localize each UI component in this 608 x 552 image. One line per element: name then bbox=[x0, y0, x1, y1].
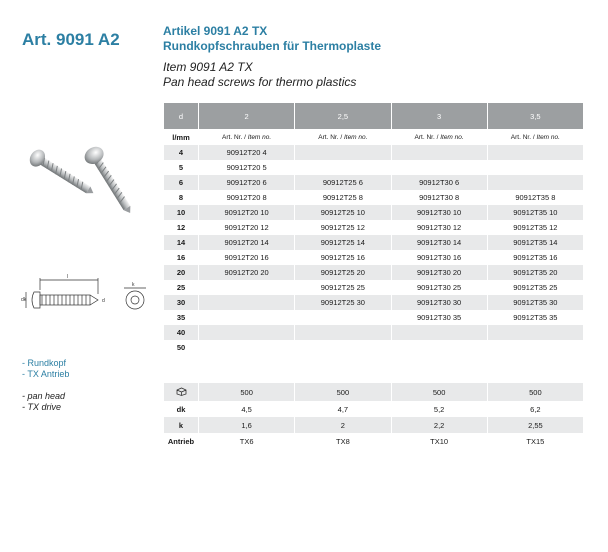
artnr-cell bbox=[391, 340, 487, 355]
artnr-cell bbox=[295, 310, 391, 325]
legend-en-0: - pan head bbox=[22, 391, 66, 401]
artnr-cell: 90912T30 35 bbox=[391, 310, 487, 325]
artnr-cell: 90912T30 10 bbox=[391, 205, 487, 220]
artnr-cell: 90912T25 14 bbox=[295, 235, 391, 250]
spec-cell: 2 bbox=[295, 417, 391, 433]
diameter-header: 2,5 bbox=[295, 103, 391, 129]
length-cell: 20 bbox=[164, 265, 199, 280]
table-row bbox=[164, 220, 584, 235]
artnr-cell: 90912T30 25 bbox=[391, 280, 487, 295]
artnr-cell: 90912T25 8 bbox=[295, 190, 391, 205]
length-cell: 12 bbox=[164, 220, 199, 235]
artnr-cell: 90912T20 20 bbox=[199, 265, 295, 280]
artnr-cell bbox=[487, 340, 583, 355]
artnr-cell: 90912T35 25 bbox=[487, 280, 583, 295]
diameter-header: 2 bbox=[199, 103, 295, 129]
artnr-cell: 90912T35 20 bbox=[487, 265, 583, 280]
diameter-header: 3 bbox=[391, 103, 487, 129]
length-cell: 5 bbox=[164, 160, 199, 175]
table-row bbox=[164, 310, 584, 325]
table-row bbox=[164, 250, 584, 265]
artnr-cell: 90912T20 16 bbox=[199, 250, 295, 265]
product-photo bbox=[20, 120, 150, 220]
table-row bbox=[164, 265, 584, 280]
length-cell: 30 bbox=[164, 295, 199, 310]
legend-de-1: - TX Antrieb bbox=[22, 369, 70, 379]
subtitle-de: Rundkopfschrauben für Thermoplaste bbox=[163, 39, 382, 53]
artnr-cell bbox=[295, 145, 391, 160]
artnr-cell: 90912T20 10 bbox=[199, 205, 295, 220]
diameter-header: 3,5 bbox=[487, 103, 583, 129]
artnr-cell: 90912T30 8 bbox=[391, 190, 487, 205]
length-cell: 6 bbox=[164, 175, 199, 190]
artnr-cell: 90912T25 16 bbox=[295, 250, 391, 265]
artnr-cell: 90912T35 8 bbox=[487, 190, 583, 205]
artnr-cell: 90912T35 12 bbox=[487, 220, 583, 235]
table-row bbox=[164, 235, 584, 250]
legend-en-1: - TX drive bbox=[22, 402, 62, 412]
artnr-cell: 90912T30 12 bbox=[391, 220, 487, 235]
box-qty-cell: 500 bbox=[295, 383, 391, 401]
artnr-cell: 90912T20 8 bbox=[199, 190, 295, 205]
artnr-cell: 90912T30 16 bbox=[391, 250, 487, 265]
spec-row bbox=[164, 401, 584, 417]
length-label: l/mm bbox=[164, 129, 199, 145]
artnr-header: Art. Nr. / Item no. bbox=[487, 129, 583, 145]
spec-cell: 4,7 bbox=[295, 401, 391, 417]
artnr-cell: 90912T30 30 bbox=[391, 295, 487, 310]
drawing-k-label: k bbox=[132, 282, 135, 288]
spec-cell: TX15 bbox=[487, 433, 583, 449]
length-cell: 8 bbox=[164, 190, 199, 205]
artnr-cell: 90912T20 14 bbox=[199, 235, 295, 250]
artnr-cell bbox=[487, 160, 583, 175]
length-cell: 40 bbox=[164, 325, 199, 340]
spec-row bbox=[164, 417, 584, 433]
spec-label: dk bbox=[164, 401, 199, 417]
artnr-cell: 90912T30 20 bbox=[391, 265, 487, 280]
artnr-cell: 90912T20 5 bbox=[199, 160, 295, 175]
drawing-d-label: d bbox=[102, 298, 105, 304]
artnr-cell: 90912T20 4 bbox=[199, 145, 295, 160]
diameter-header-row bbox=[164, 103, 584, 129]
artnr-header: Art. Nr. / Item no. bbox=[199, 129, 295, 145]
technical-drawing bbox=[20, 268, 150, 324]
artnr-header: Art. Nr. / Item no. bbox=[295, 129, 391, 145]
artnr-cell: 90912T25 10 bbox=[295, 205, 391, 220]
article-table bbox=[164, 103, 584, 355]
table-row bbox=[164, 325, 584, 340]
artnr-cell bbox=[391, 325, 487, 340]
artnr-cell bbox=[295, 160, 391, 175]
artnr-cell: 90912T35 10 bbox=[487, 205, 583, 220]
box-qty-cell: 500 bbox=[487, 383, 583, 401]
artnr-cell: 90912T20 12 bbox=[199, 220, 295, 235]
spec-label: Antrieb bbox=[164, 433, 199, 449]
artnr-header-row bbox=[164, 129, 584, 145]
table-row bbox=[164, 340, 584, 355]
spec-cell: 4,5 bbox=[199, 401, 295, 417]
artnr-cell: 90912T35 35 bbox=[487, 310, 583, 325]
spec-cell: 1,6 bbox=[199, 417, 295, 433]
length-cell: 10 bbox=[164, 205, 199, 220]
spec-cell: TX6 bbox=[199, 433, 295, 449]
spec-cell: 2,55 bbox=[487, 417, 583, 433]
artnr-cell: 90912T30 6 bbox=[391, 175, 487, 190]
spec-row bbox=[164, 433, 584, 449]
length-cell: 16 bbox=[164, 250, 199, 265]
drawing-l-label: l bbox=[67, 274, 69, 280]
artnr-cell: 90912T20 6 bbox=[199, 175, 295, 190]
spec-cell: 2,2 bbox=[391, 417, 487, 433]
artnr-cell bbox=[391, 160, 487, 175]
length-cell: 25 bbox=[164, 280, 199, 295]
artnr-cell bbox=[199, 295, 295, 310]
length-cell: 14 bbox=[164, 235, 199, 250]
feature-legend bbox=[22, 358, 152, 413]
box-icon bbox=[164, 383, 199, 401]
drawing-dk-label: dk bbox=[21, 297, 27, 303]
d-label: d bbox=[164, 103, 199, 129]
artnr-cell bbox=[199, 325, 295, 340]
length-cell: 4 bbox=[164, 145, 199, 160]
title-de: Artikel 9091 A2 TX bbox=[163, 24, 268, 38]
artnr-cell bbox=[199, 310, 295, 325]
artnr-cell: 90912T25 25 bbox=[295, 280, 391, 295]
table-row bbox=[164, 175, 584, 190]
table-row bbox=[164, 145, 584, 160]
spec-label: k bbox=[164, 417, 199, 433]
artnr-cell bbox=[487, 325, 583, 340]
table-row bbox=[164, 190, 584, 205]
artnr-cell: 90912T25 6 bbox=[295, 175, 391, 190]
subtitle-en: Pan head screws for thermo plastics bbox=[163, 75, 357, 89]
spec-cell: 5,2 bbox=[391, 401, 487, 417]
length-cell: 50 bbox=[164, 340, 199, 355]
table-row bbox=[164, 205, 584, 220]
artnr-cell: 90912T25 20 bbox=[295, 265, 391, 280]
legend-de-0: - Rundkopf bbox=[22, 358, 67, 368]
artnr-header: Art. Nr. / Item no. bbox=[391, 129, 487, 145]
table-row bbox=[164, 295, 584, 310]
header-block bbox=[163, 24, 593, 90]
artnr-cell: 90912T30 14 bbox=[391, 235, 487, 250]
artnr-cell: 90912T25 12 bbox=[295, 220, 391, 235]
specs-table bbox=[164, 383, 584, 449]
artnr-cell bbox=[199, 340, 295, 355]
length-cell: 35 bbox=[164, 310, 199, 325]
article-title: Art. 9091 A2 bbox=[22, 30, 120, 49]
artnr-cell: 90912T35 30 bbox=[487, 295, 583, 310]
table-row bbox=[164, 280, 584, 295]
table-row bbox=[164, 160, 584, 175]
artnr-cell: 90912T25 30 bbox=[295, 295, 391, 310]
packaging-row bbox=[164, 383, 584, 401]
artnr-cell bbox=[199, 280, 295, 295]
box-qty-cell: 500 bbox=[199, 383, 295, 401]
artnr-cell bbox=[487, 145, 583, 160]
artnr-cell bbox=[487, 175, 583, 190]
box-qty-cell: 500 bbox=[391, 383, 487, 401]
artnr-cell: 90912T35 16 bbox=[487, 250, 583, 265]
title-en: Item 9091 A2 TX bbox=[163, 60, 253, 74]
artnr-cell bbox=[295, 340, 391, 355]
artnr-cell bbox=[391, 145, 487, 160]
spec-cell: 6,2 bbox=[487, 401, 583, 417]
spec-cell: TX10 bbox=[391, 433, 487, 449]
spec-cell: TX8 bbox=[295, 433, 391, 449]
artnr-cell: 90912T35 14 bbox=[487, 235, 583, 250]
artnr-cell bbox=[295, 325, 391, 340]
